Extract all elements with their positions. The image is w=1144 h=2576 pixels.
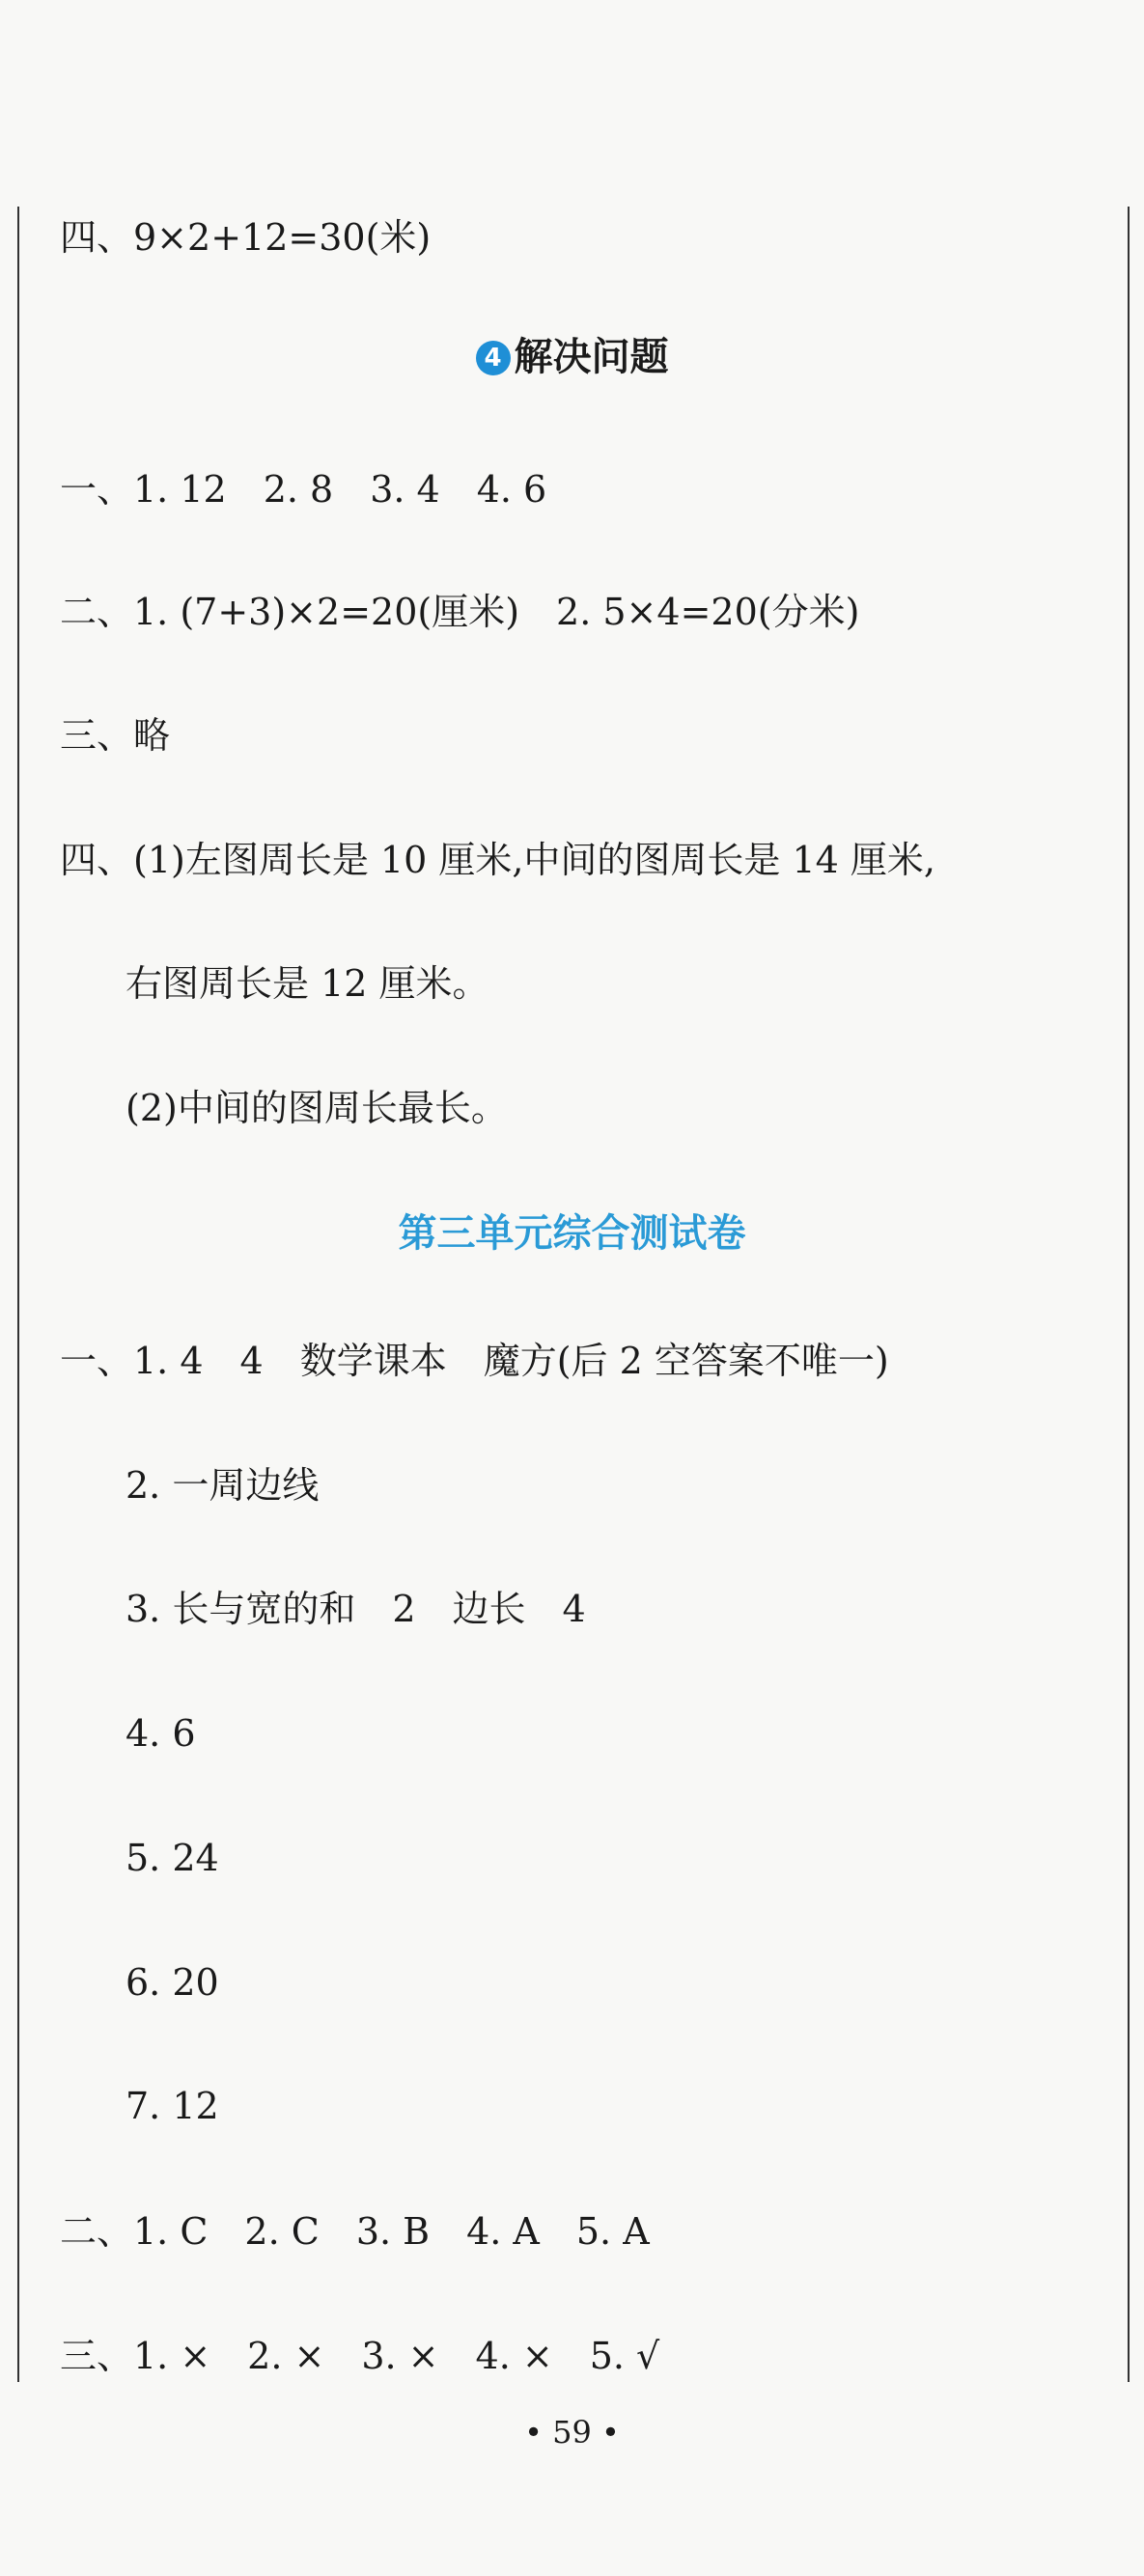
answer-line: 右图周长是 12 厘米。 — [126, 962, 489, 1005]
answer-line: 二、1. (7+3)×2=20(厘米) 2. 5×4=20(分米) — [60, 591, 860, 633]
answer-line: 四、(1)左图周长是 10 厘米,中间的图周长是 14 厘米, — [60, 839, 936, 881]
answer-line: 3. 长与宽的和 2 边长 4 — [126, 1588, 586, 1630]
answer-line: 一、1. 4 4 数学课本 魔方(后 2 空答案不唯一) — [60, 1340, 889, 1382]
answer-line: 2. 一周边线 — [126, 1464, 320, 1507]
answer-line: (2)中间的图周长最长。 — [126, 1087, 508, 1129]
answer-line: 一、1. 12 2. 8 3. 4 4. 6 — [60, 468, 547, 511]
answer-line: 二、1. C 2. C 3. B 4. A 5. A — [60, 2210, 650, 2253]
section-number-badge: 4 — [476, 341, 511, 375]
answer-line: 4. 6 — [126, 1712, 196, 1755]
answer-line: 7. 12 — [126, 2085, 219, 2127]
answer-line: 6. 20 — [126, 1961, 219, 2004]
answer-line: 三、略 — [60, 714, 171, 757]
unit-test-heading: 第三单元综合测试卷 — [398, 1210, 746, 1256]
right-margin-rule — [1128, 207, 1130, 2382]
answer-line: 三、1. × 2. × 3. × 4. × 5. √ — [60, 2335, 660, 2377]
answer-line: 5. 24 — [126, 1837, 219, 1879]
section-title: 解决问题 — [514, 335, 669, 379]
answer-line: 四、9×2+12=30(米) — [60, 216, 432, 259]
page-number: • 59 • — [524, 2414, 620, 2451]
section-heading — [0, 333, 1144, 381]
left-margin-rule — [17, 207, 19, 2382]
